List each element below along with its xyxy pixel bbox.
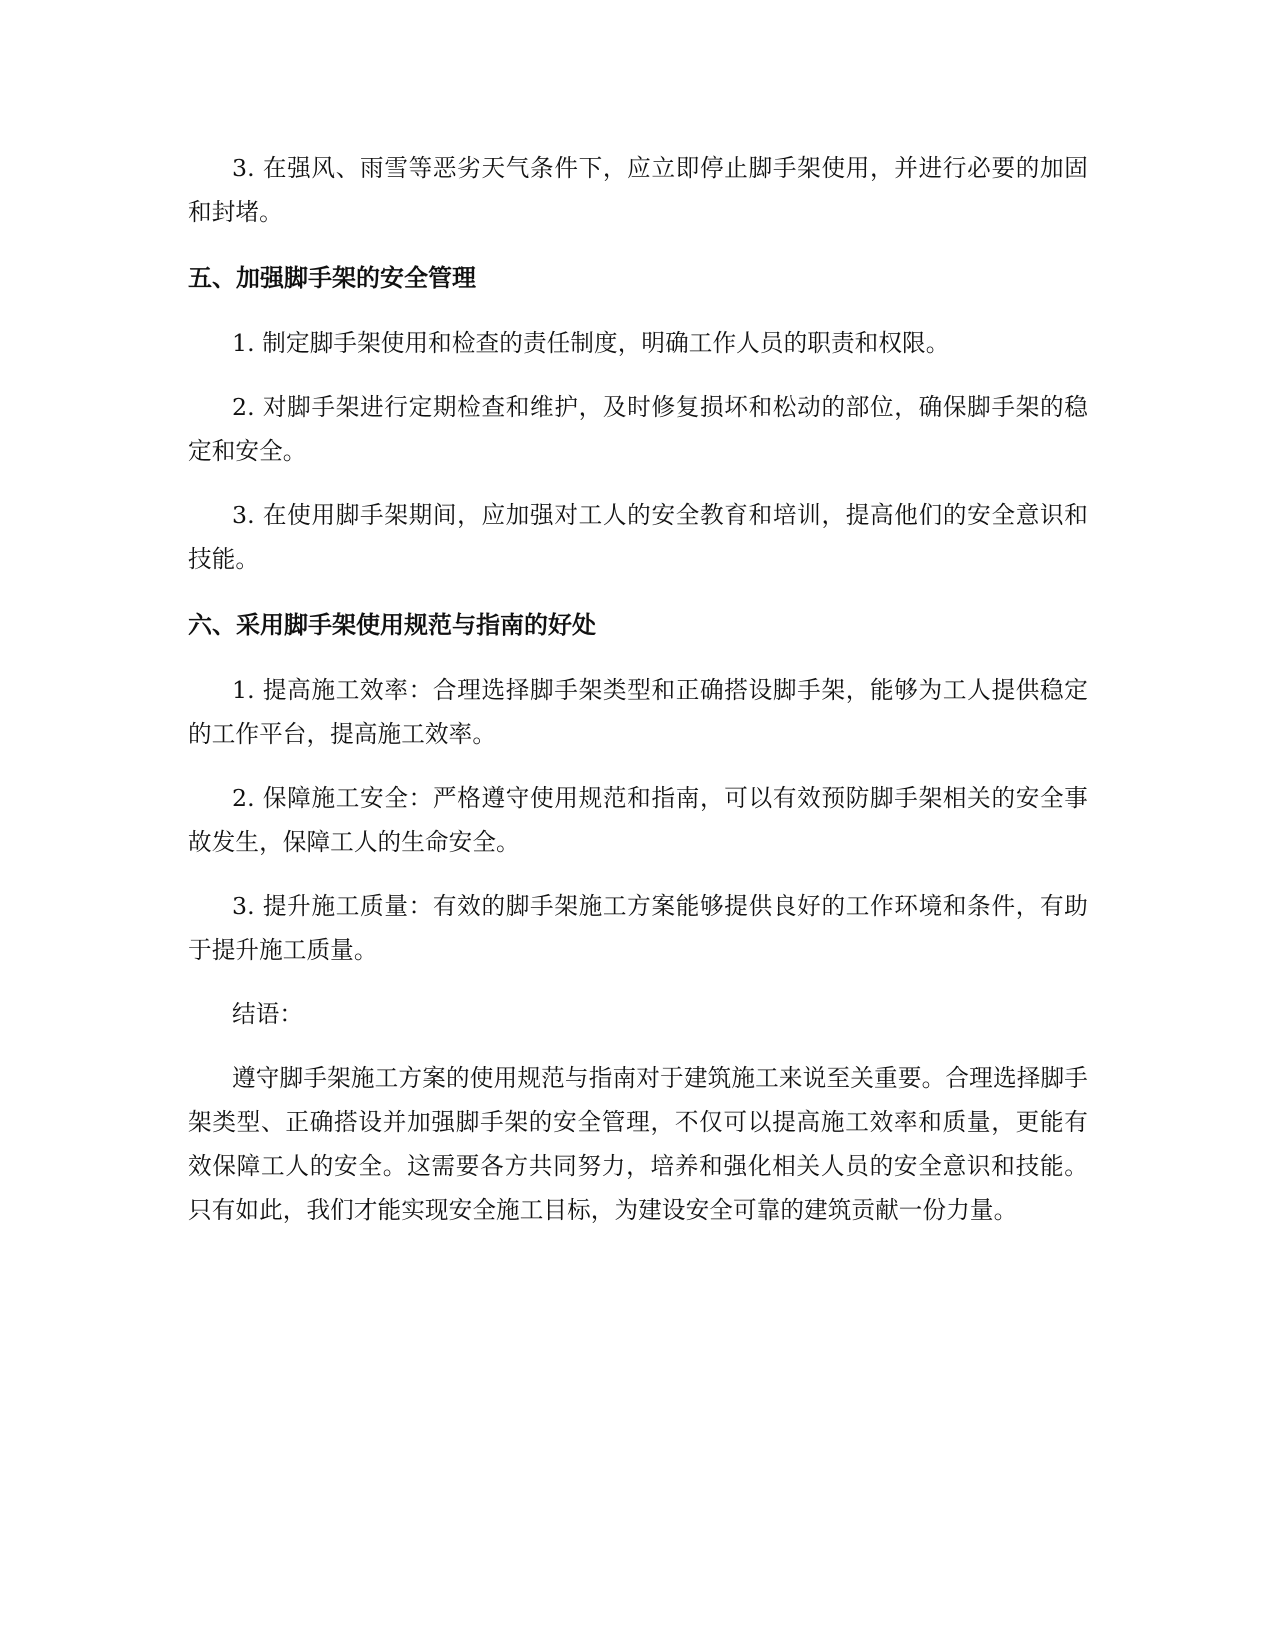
conclusion-paragraph: 遵守脚手架施工方案的使用规范与指南对于建筑施工来说至关重要。合理选择脚手架类型、正确搭设并加强脚手架的安全管理，不仅可以提高施工效率和质量，更能有效保障工人的安全。这需要各方共同努力，培养和强化相关人员的安全意识和技能。只有如此，我们才能实现安全施工目标，为建设安全可靠的建筑贡献一份力量。 (188, 1064, 1088, 1224)
paragraph-management-item-2: 2. 对脚手架进行定期检查和维护，及时修复损坏和松动的部位，确保脚手架的稳定和安全。 (188, 393, 1088, 465)
paragraph-benefit-item-3: 3. 提升施工质量：有效的脚手架施工方案能够提供良好的工作环境和条件，有助于提升施工质量。 (188, 892, 1088, 964)
document-body (188, 146, 1088, 1252)
paragraph-benefit-item-2: 2. 保障施工安全：严格遵守使用规范和指南，可以有效预防脚手架相关的安全事故发生，保障工人的生命安全。 (188, 784, 1088, 856)
paragraph-benefit-item-1: 1. 提高施工效率：合理选择脚手架类型和正确搭设脚手架，能够为工人提供稳定的工作平台，提高施工效率。 (188, 676, 1088, 748)
paragraph-weather-item-3: 3. 在强风、雨雪等恶劣天气条件下，应立即停止脚手架使用，并进行必要的加固和封堵。 (188, 154, 1088, 226)
section-heading-5: 五、加强脚手架的安全管理 (188, 264, 476, 292)
paragraph-management-item-3: 3. 在使用脚手架期间，应加强对工人的安全教育和培训，提高他们的安全意识和技能。 (188, 501, 1088, 573)
paragraph-management-item-1: 1. 制定脚手架使用和检查的责任制度，明确工作人员的职责和权限。 (232, 329, 950, 357)
conclusion-label: 结语： (232, 1000, 304, 1028)
section-heading-6: 六、采用脚手架使用规范与指南的好处 (188, 611, 596, 639)
